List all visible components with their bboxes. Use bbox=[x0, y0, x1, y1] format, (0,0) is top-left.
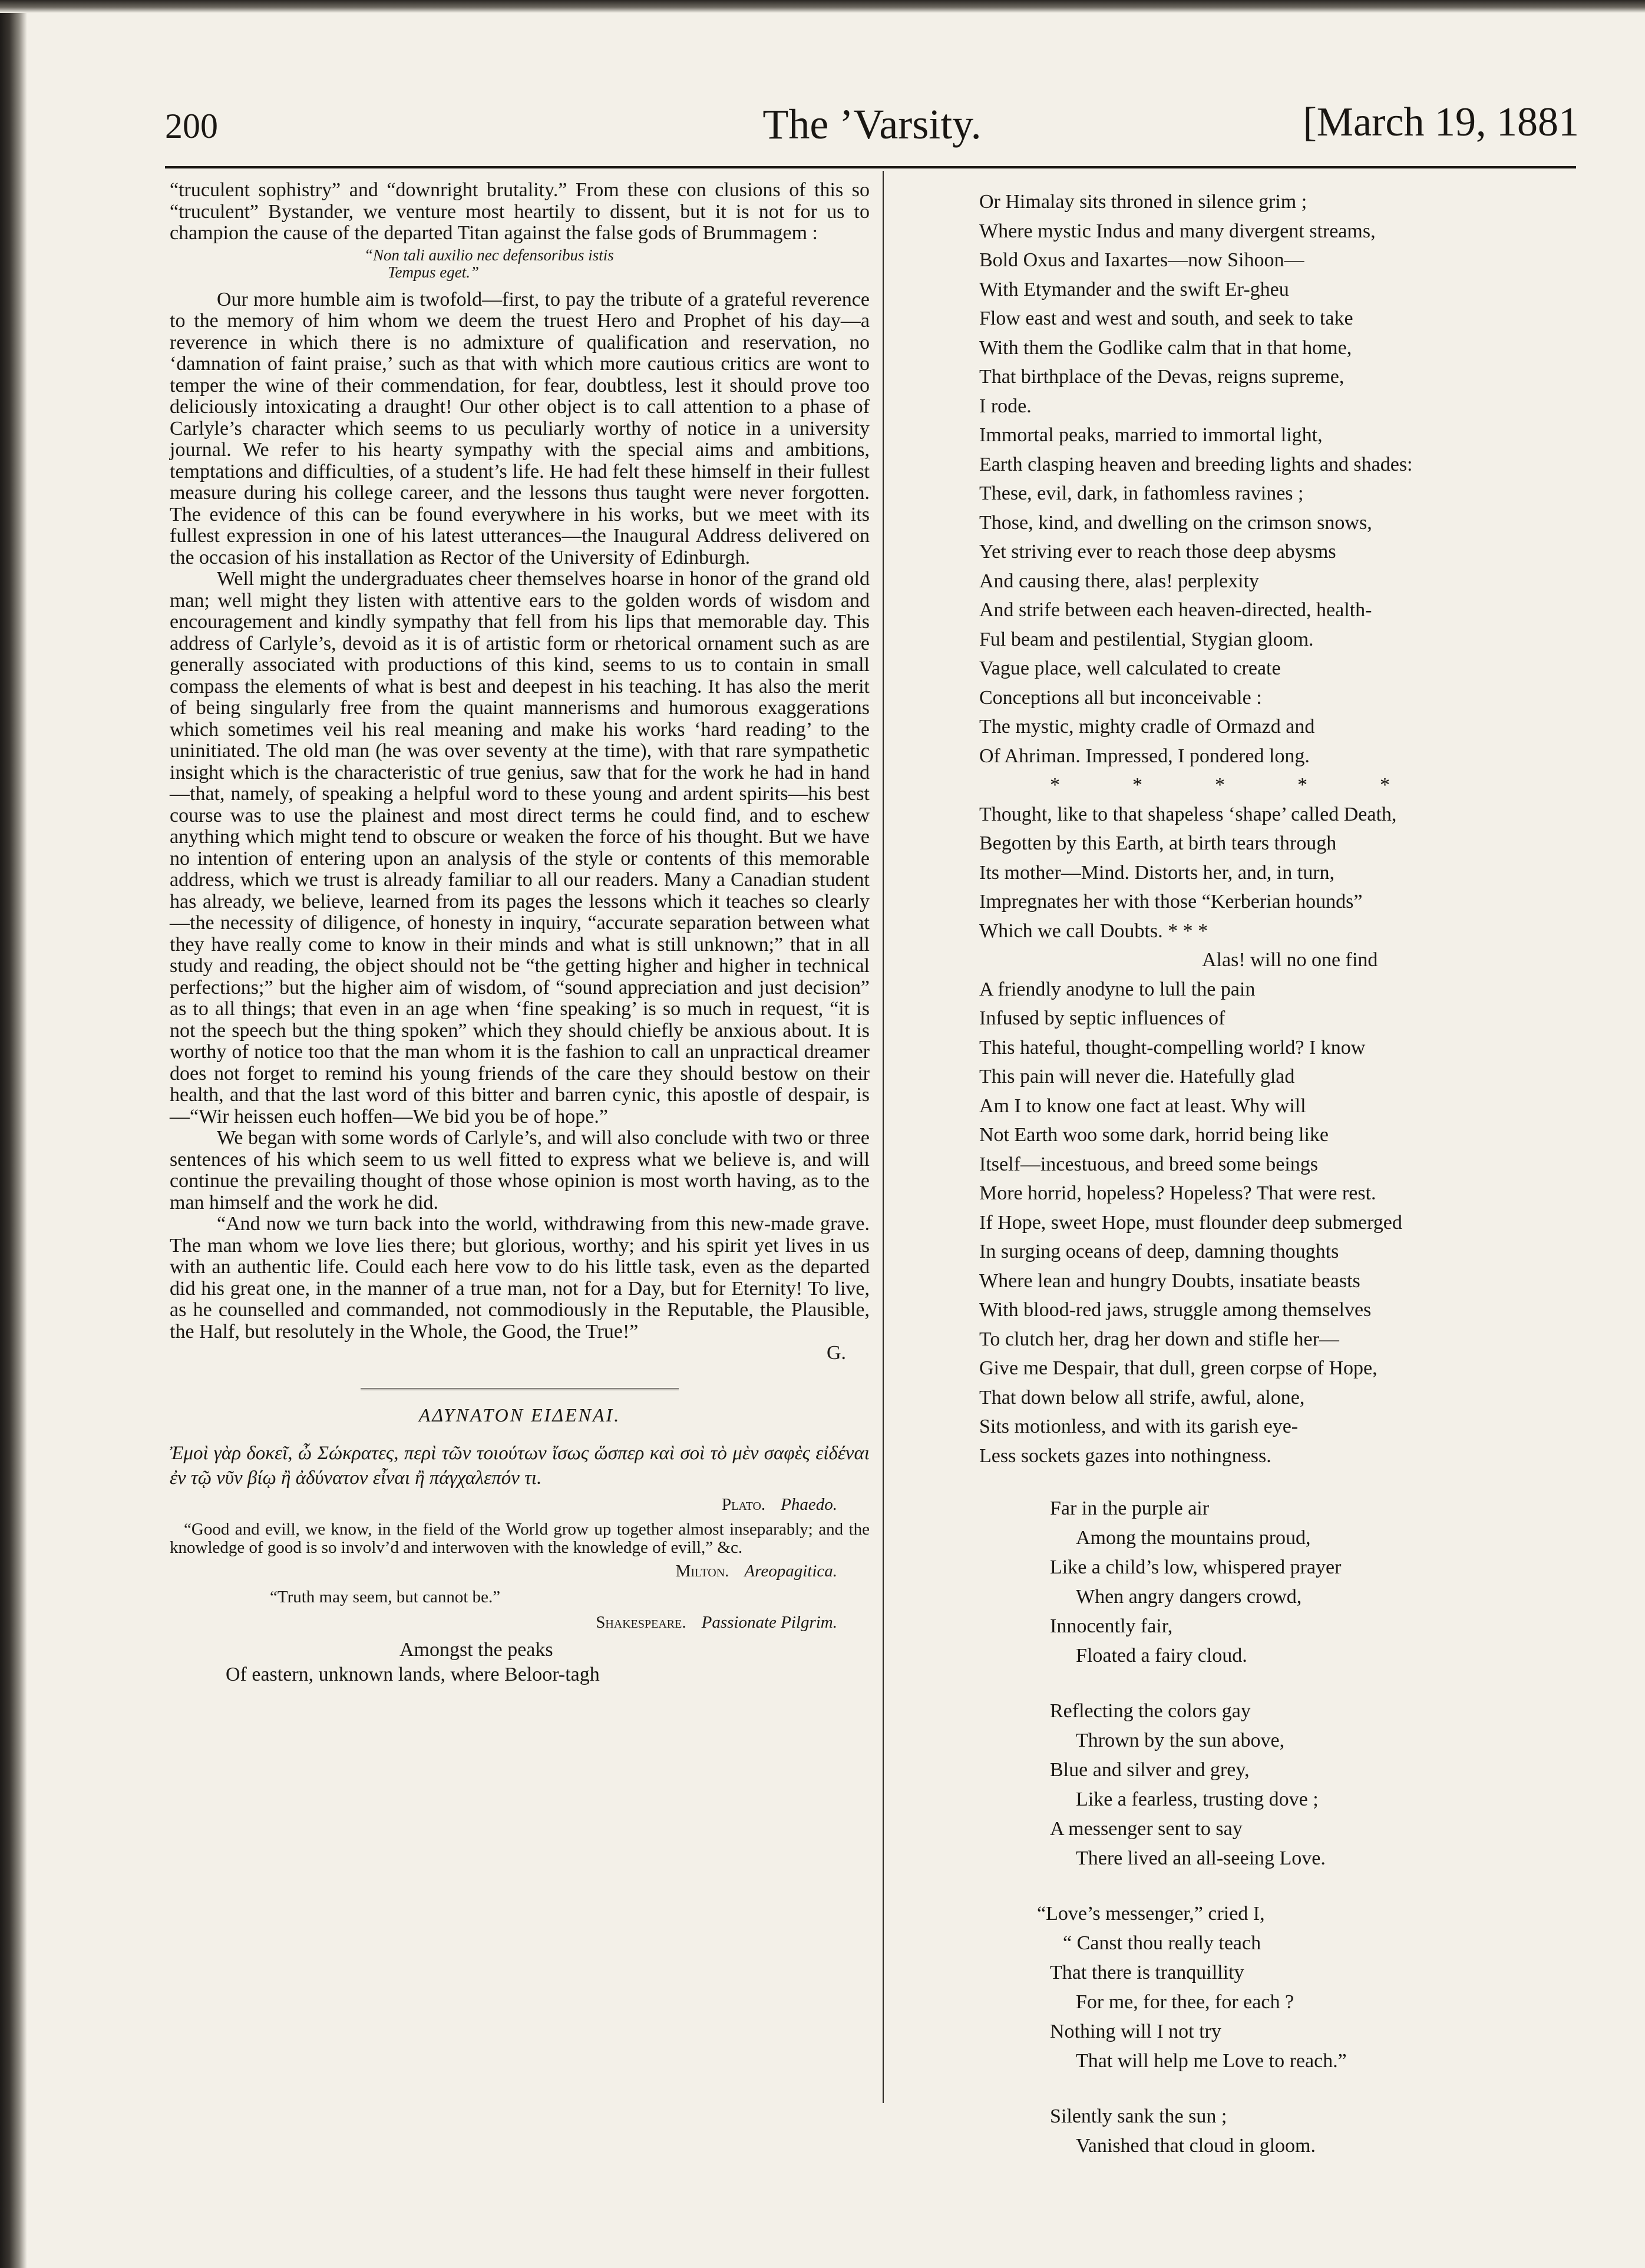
paragraph: Our more humble aim is twofold—first, to pay the tribute of a grateful reverence to the memory of him whom we deem the truest Hero and Prophet of his day—a reverence in which there is no admixture of qualification and reservation, no ‘damnation of faint praise,’ such as that with which more cautious critics are wont to temper the wine of their commendation, for fear, doubtless, lest it should prove too deliciously intoxicating a draught! Our other object is to call attention to a phase of Carlyle’s character which seems to us peculiarly worthy of notice in a university journal. We refer to his hearty sympathy with the special aims and ambitions, temptations and difficulties, of a student’s life. He had felt these himself in their fullest measure during his college career, and the lessons thus taught were never forgotten. The evidence of this can be found everywhere in his works, but we meet with its fullest expression in one of his latest utterances—the Inaugural Address delivered on the occasion of his installation as Rector of the University of Edinburgh. bbox=[170, 288, 870, 568]
left-column bbox=[170, 180, 870, 1687]
poem-line: Give me Despair, that dull, green corpse of Hope, bbox=[979, 1357, 1378, 1379]
poem-line: There lived an all-seeing Love. bbox=[1076, 1847, 1326, 1869]
poem-line: And causing there, alas! perplexity bbox=[979, 570, 1259, 592]
poem-line: Begotten by this Earth, at birth tears through bbox=[979, 832, 1337, 854]
poem-line: The mystic, mighty cradle of Ormazd and bbox=[979, 716, 1315, 738]
header-rule bbox=[165, 166, 1576, 168]
poem-line: Ful beam and pestilential, Stygian gloom. bbox=[979, 628, 1314, 650]
paragraph: “And now we turn back into the world, withdrawing from this new-made grave. The man whom we love lies there; but glorious, worthy; and his spirit yet lives in us with an authentic life. Could each here vow to do his little task, even as the departed did his great one, in the manner of a true man, not for a Day, but for Eternity! To live, as he counselled and commanded, not commodiously in the Reputable, the Plausible, the Half, but resolutely in the Whole, the Good, the True!” bbox=[170, 1213, 870, 1343]
poem-line: This pain will never die. Hatefully glad bbox=[979, 1066, 1295, 1087]
asterisk: * bbox=[1380, 774, 1390, 796]
poem-line: I rode. bbox=[979, 395, 1032, 417]
poem-line: Infused by septic influences of bbox=[979, 1007, 1226, 1029]
right-column bbox=[979, 187, 1568, 2187]
poem-line: Am I to know one fact at least. Why will bbox=[979, 1095, 1306, 1117]
asterisk: * bbox=[1132, 774, 1142, 796]
poem-line: Like a child’s low, whispered prayer bbox=[1050, 1556, 1342, 1578]
attribution bbox=[170, 1612, 870, 1634]
latin-quote-line: “Non tali auxilio nec defensoribus istis bbox=[364, 246, 614, 264]
poem-line: Flow east and west and south, and seek to take bbox=[979, 308, 1353, 329]
page-number: 200 bbox=[165, 107, 218, 146]
attribution-author: Plato. bbox=[722, 1495, 766, 1514]
poem-line: Thought, like to that shapeless ‘shape’ called Death, bbox=[979, 803, 1397, 825]
poem-line: A messenger sent to say bbox=[1050, 1818, 1243, 1840]
section-title: ΑΔΥΝΑΤΟΝ ΕΙΔΕΝΑΙ. bbox=[418, 1404, 621, 1426]
poem-line: Earth clasping heaven and breeding lights and shades: bbox=[979, 453, 1413, 475]
poem-line: Those, kind, and dwelling on the crimson snows, bbox=[979, 511, 1372, 534]
signature: G. bbox=[826, 1342, 846, 1364]
poem-line: Vague place, well calculated to create bbox=[979, 657, 1281, 679]
poem-line: That down below all strife, awful, alone, bbox=[979, 1386, 1305, 1409]
poem-line: These, evil, dark, in fathomless ravines ; bbox=[979, 482, 1304, 504]
poem-line: Amongst the peaks bbox=[399, 1639, 553, 1661]
poem-line: Itself—incestuous, and breed some beings bbox=[979, 1153, 1319, 1175]
scan-edge-top bbox=[0, 0, 1645, 13]
greek-epigraph: Ἐμοὶ γὰρ δοκεῖ, ὦ Σώκρατες, περὶ τῶν τοιούτων ἴσως ὥσπερ καὶ σοὶ τὸ μὲν σαφὲς εἰδέναι ἐν τῷ νῦν βίῳ ἢ ἀδύνατον εἶναι ἢ πάγχαλεπόν τι. bbox=[170, 1443, 870, 1489]
attribution-author: Shakespeare. bbox=[596, 1612, 686, 1632]
stanza bbox=[1050, 2102, 1568, 2161]
poem-line: In surging oceans of deep, damning thoughts bbox=[979, 1241, 1339, 1262]
page-header bbox=[165, 88, 1579, 153]
poem-line: That will help me Love to reach.” bbox=[1076, 2050, 1347, 2072]
poem-line: When angry dangers crowd, bbox=[1076, 1586, 1302, 1608]
poem-line: Far in the purple air bbox=[1050, 1497, 1210, 1519]
poem-line: Sits motionless, and with its garish eye- bbox=[979, 1416, 1299, 1437]
poem-line: Immortal peaks, married to immortal light, bbox=[979, 424, 1323, 446]
journal-title: The ’Varsity. bbox=[762, 101, 982, 148]
milton-epigraph: “Good and evill, we know, in the field of the World grow up together almost inseparably; and the knowledge of good is so involv’d and interwoven with the knowledge of evill,” &c. bbox=[170, 1519, 870, 1557]
poem-line: For me, for thee, for each ? bbox=[1076, 1991, 1294, 2013]
poem-line: Less sockets gazes into nothingness. bbox=[979, 1444, 1271, 1467]
poem-line: This hateful, thought-compelling world? I know bbox=[979, 1036, 1366, 1059]
poem-line: Bold Oxus and Iaxartes—now Sihoon— bbox=[979, 249, 1304, 271]
poem-line: Reflecting the colors gay bbox=[1050, 1700, 1251, 1722]
poem-line: Nothing will I not try bbox=[1050, 2021, 1221, 2042]
poem-line: Its mother—Mind. Distorts her, and, in turn, bbox=[979, 861, 1335, 884]
poem-line: Thrown by the sun above, bbox=[1076, 1730, 1285, 1751]
poem-line: Innocently fair, bbox=[1050, 1615, 1173, 1637]
section-divider bbox=[361, 1388, 679, 1393]
paragraph: “truculent sophistry” and “downright brutality.” From these con clusions of this so “truculent” Bystander, we venture most heartily to dissent, but it is not for us to champion the cause of the departed Titan against the false gods of Brummagem : bbox=[170, 179, 870, 244]
attribution bbox=[170, 1494, 870, 1516]
poem-line: Impregnates her with those “Kerberian hounds” bbox=[979, 891, 1363, 913]
poem-line: Floated a fairy cloud. bbox=[1076, 1645, 1247, 1667]
poem-opening bbox=[170, 1638, 870, 1687]
asterisk: * bbox=[1215, 774, 1225, 796]
attribution-author: Milton. bbox=[675, 1561, 729, 1581]
poem-line: “ Canst thou really teach bbox=[1063, 1932, 1261, 1954]
poem-line: Not Earth woo some dark, horrid being like bbox=[979, 1124, 1329, 1146]
attribution-work: Areopagitica. bbox=[744, 1561, 837, 1581]
poem-line: Of eastern, unknown lands, where Beloor-tagh bbox=[226, 1664, 600, 1685]
paragraph: Well might the undergraduates cheer themselves hoarse in honor of the grand old man; well might they listen with attentive ears to the golden words of wisdom and encouragement and kindly sympathy that fell from his lips that memorable day. This address of Carlyle’s, devoid as it is of artistic form or rhetorical ornament such as are generally associated with productions of this kind, seems to us to contain in small compass the elements of what is best and deepest in his teaching. It has also the merit of being singularly free from the quaint mannerisms and humorous exaggerations which sometimes veil his real meaning and make his works ‘hard reading’ to the uninitiated. The old man (he was over seventy at the time), with that rare sympathetic insight which is the characteristic of true genius, saw that for the work he had in hand—that, namely, of speaking a helpful word to these young and ardent spirits—his best course was to use the plainest and most direct terms he could find, and to eschew anything which might tend to obscure or weaken the force of his thought. But we have no intention of entering upon an analysis of the style or contents of this memorable address, which we trust is already familiar to all our readers. Many a Canadian student has already, we believe, learned from its pages the lessons which it teaches so clearly—the necessity of diligence, of honesty in inquiry, “accurate separation between what they have really come to know in their minds and what is still unknown;” that in all study and reading, the object should not be “the getting higher and higher in technical perfections;” but the higher aim of wisdom, of “sound appreciation and just decision” as to all things; that even in an age when ‘fine speaking’ is so much in request, “it is not the speech but the thing spoken” which they should chiefly be anxious about. It is worthy of notice too that the man whom it is the fashion to call an unpractical dreamer does not forget to remind his young friends of the care they should bestow on their health, and that the last word of this bitter and barren cynic, this apostle of despair, is—“Wir heissen euch hoffen—We bid you be of hope.” bbox=[170, 568, 870, 1128]
poem-line: Yet striving ever to reach those deep abysms bbox=[979, 541, 1336, 563]
poem-block bbox=[979, 800, 1568, 946]
poem-block bbox=[979, 975, 1568, 1471]
issue-date: [March 19, 1881 bbox=[1303, 100, 1579, 145]
poem-line: Alas! will no one find bbox=[1202, 949, 1378, 971]
asterism bbox=[979, 771, 1568, 800]
poem-line: Vanished that cloud in gloom. bbox=[1076, 2135, 1316, 2157]
column-divider bbox=[883, 171, 884, 2103]
poem-line: Conceptions all but inconceivable : bbox=[979, 686, 1262, 709]
attribution-work: Passionate Pilgrim. bbox=[701, 1612, 837, 1632]
asterisk: * bbox=[1297, 774, 1307, 796]
poem-line: “Love’s messenger,” cried I, bbox=[1037, 1903, 1265, 1925]
attribution bbox=[170, 1561, 870, 1582]
lyric-poem bbox=[979, 1494, 1568, 2161]
latin-quote-line: Tempus eget.” bbox=[388, 263, 480, 281]
paragraph: We began with some words of Carlyle’s, and will also conclude with two or three sentences of his which seem to us well fitted to express what we believe is, and will continue the prevailing thought of those whose opinion is most worth having, as to the man himself and the work he did. bbox=[170, 1127, 870, 1214]
poem-line: That birthplace of the Devas, reigns supreme, bbox=[979, 366, 1345, 388]
poem-line: And strife between each heaven-directed, health- bbox=[979, 599, 1372, 621]
asterisk: * bbox=[1050, 774, 1060, 796]
poem-line: Of Ahriman. Impressed, I pondered long. bbox=[979, 745, 1310, 767]
poem-line: If Hope, sweet Hope, must flounder deep submerged bbox=[979, 1211, 1402, 1234]
poem-line: To clutch her, drag her down and stifle her— bbox=[979, 1328, 1339, 1350]
poem-line: Blue and silver and grey, bbox=[1050, 1759, 1250, 1781]
poem-line: Among the mountains proud, bbox=[1076, 1527, 1311, 1549]
poem-line: Like a fearless, trusting dove ; bbox=[1076, 1788, 1319, 1810]
poem-line: Where mystic Indus and many divergent streams, bbox=[979, 220, 1376, 242]
attribution-work: Phaedo. bbox=[781, 1495, 837, 1514]
stanza bbox=[1050, 1697, 1568, 1873]
poem-line: With Etymander and the swift Er-gheu bbox=[979, 278, 1289, 300]
poem-line: Where lean and hungry Doubts, insatiate beasts bbox=[979, 1269, 1360, 1292]
poem-block bbox=[979, 187, 1568, 771]
poem-line: More horrid, hopeless? Hopeless? That were rest. bbox=[979, 1182, 1376, 1204]
stanza bbox=[1037, 1899, 1568, 2076]
latin-quote bbox=[170, 247, 870, 281]
poem-line: With them the Godlike calm that in that home, bbox=[979, 336, 1352, 359]
poem-line: Which we call Doubts. * * * bbox=[979, 920, 1208, 942]
poem-line: Or Himalay sits throned in silence grim ; bbox=[979, 191, 1307, 213]
poem-line: With blood-red jaws, struggle among themselves bbox=[979, 1299, 1372, 1321]
poem-line: A friendly anodyne to lull the pain bbox=[979, 978, 1256, 1000]
poem-line: Silently sank the sun ; bbox=[1050, 2105, 1227, 2127]
shakespeare-epigraph: “Truth may seem, but cannot be.” bbox=[270, 1588, 501, 1606]
scan-edge-left bbox=[0, 0, 27, 2268]
poem-line: That there is tranquillity bbox=[1050, 1962, 1244, 1983]
stanza bbox=[1050, 1494, 1568, 1671]
